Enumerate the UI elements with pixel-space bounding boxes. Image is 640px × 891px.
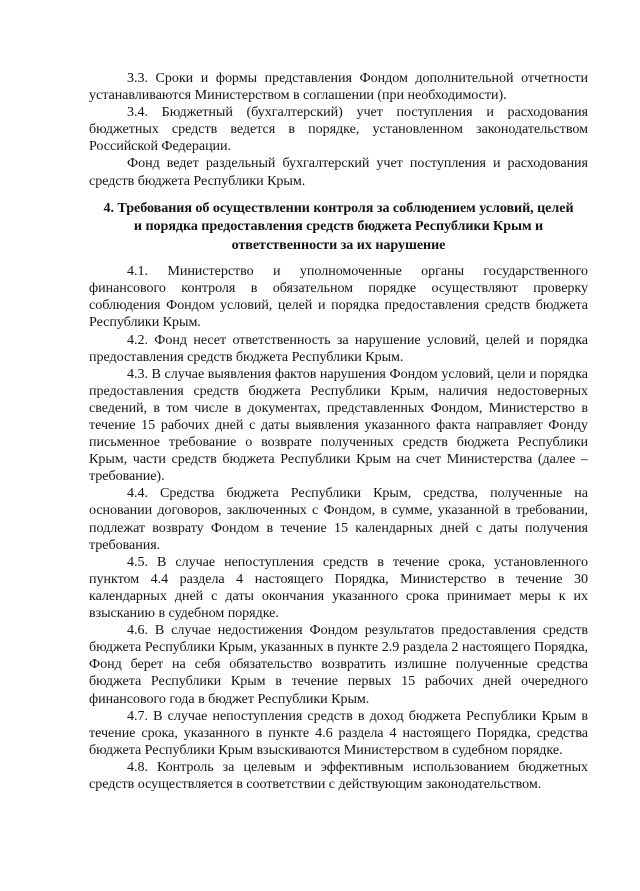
section-4-heading: 4. Требования об осуществлении контроля за соблюдением условий, целей и порядка предоставления средств бюджета Республики Крым и ответственности за их нарушение bbox=[103, 199, 574, 253]
paragraph-4-8: 4.8. Контроль за целевым и эффективным использованием бюджетных средств осуществляется в соответствии с действующим законодательством. bbox=[89, 758, 588, 792]
document-page bbox=[89, 70, 588, 793]
paragraph-4-7: 4.7. В случае непоступления средств в доход бюджета Республики Крым в течение срока, указанного в пункте 4.6 раздела 4 настоящего Порядка, средства бюджета Республики Крым взыскиваются Министерством в судебном порядке. bbox=[89, 707, 588, 758]
paragraph-4-1: 4.1. Министерство и уполномоченные органы государственного финансового контроля в обязательном порядке осуществляют проверку соблюдения Фондом условий, целей и порядка предоставления средств бюджета Республики Крым. bbox=[89, 263, 588, 331]
paragraph-3-3: 3.3. Сроки и формы представления Фондом дополнительной отчетности устанавливаются Министерством в соглашении (при необходимости). bbox=[89, 70, 588, 104]
paragraph-separate-accounting: Фонд ведет раздельный бухгалтерский учет поступления и расходования средств бюджета Республики Крым. bbox=[89, 155, 588, 189]
paragraph-4-3: 4.3. В случае выявления фактов нарушения Фондом условий, цели и порядка предоставления средств бюджета Республики Крым, наличия недостоверных сведений, в том числе в документах, представленных Фондом, Министерство в течение 15 рабочих дней с даты выявления указанного факта направляет Фонду письменное требование о возврате полученных средств бюджета Республики Крым, части средств бюджета Республики Крым на счет Министерства (далее – требование). bbox=[89, 365, 588, 485]
paragraph-4-5: 4.5. В случае непоступления средств в течение срока, установленного пунктом 4.4 раздела 4 настоящего Порядка, Министерство в течение 30 календарных дней с даты окончания указанного срока принимает меры к их взысканию в судебном порядке. bbox=[89, 553, 588, 622]
paragraph-3-4: 3.4. Бюджетный (бухгалтерский) учет поступления и расходования бюджетных средств ведется в порядке, установленном законодательством Российской Федерации. bbox=[89, 104, 588, 155]
paragraph-4-6: 4.6. В случае недостижения Фондом результатов предоставления средств бюджета Республики Крым, указанных в пункте 2.9 раздела 2 настоящего Порядка, Фонд берет на себя обязательство возвратить излишне полученные средства бюджета Республики Крым в течение первых 15 рабочих дней очередного финансового года в бюджет Республики Крым. bbox=[89, 622, 588, 707]
paragraph-4-4: 4.4. Средства бюджета Республики Крым, средства, полученные на основании договоров, заключенных с Фондом, в сумме, указанной в требовании, подлежат возврату Фондом в течение 15 календарных дней с даты получения требования. bbox=[89, 485, 588, 553]
paragraph-4-2: 4.2. Фонд несет ответственность за нарушение условий, целей и порядка предоставления средств бюджета Республики Крым. bbox=[89, 331, 588, 365]
